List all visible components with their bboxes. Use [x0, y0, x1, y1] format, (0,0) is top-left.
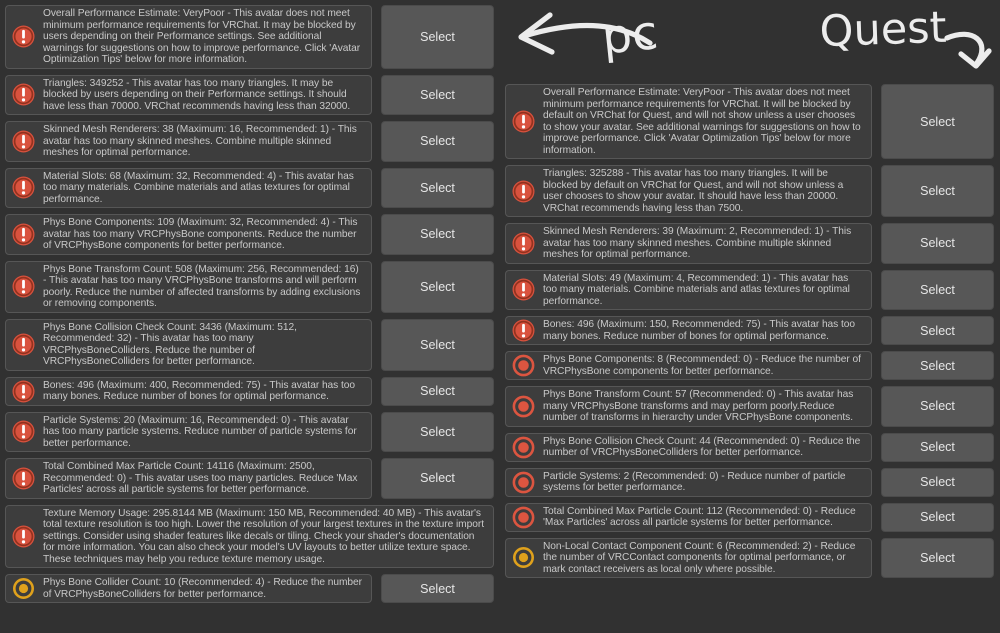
warning-message-box — [505, 165, 872, 217]
warning-message-box — [5, 505, 494, 569]
warning-message-box — [5, 458, 372, 499]
warning-text: Material Slots: 68 (Maximum: 32, Recommended: 4) - This avatar has too many materials. Combine materials and atlas textures for optimal performance. — [43, 170, 354, 205]
warning-row — [5, 214, 494, 255]
warning-message-box — [5, 75, 372, 116]
warning-message-box — [5, 377, 372, 406]
warning-row — [5, 412, 494, 453]
warning-row — [5, 319, 494, 371]
select-button[interactable]: Select — [881, 270, 994, 311]
warning-row — [5, 458, 494, 499]
pc-arrow-shaft — [524, 26, 650, 43]
warning-message-box — [505, 538, 872, 579]
warning-message-box — [505, 84, 872, 159]
warning-text: Bones: 496 (Maximum: 400, Recommended: 75) - This avatar has too many bones. Reduce number of bones for optimal performance. — [43, 379, 356, 402]
warning-message-box — [505, 386, 872, 427]
select-button[interactable]: Select — [381, 412, 494, 453]
warning-row — [5, 505, 494, 569]
error-icon — [12, 467, 35, 490]
error-icon — [12, 176, 35, 199]
warning-message-box — [5, 261, 372, 313]
warning-text: Particle Systems: 20 (Maximum: 16, Recommended: 0) - This avatar has too many particle systems. Reduce number of particle systems for better performance. — [43, 414, 357, 449]
warning-text: Bones: 496 (Maximum: 150, Recommended: 75) - This avatar has too many bones. Reduce number of bones for optimal performance. — [543, 319, 856, 342]
warning-text: Particle Systems: 2 (Recommended: 0) - Reduce number of particle systems for better performance. — [543, 470, 846, 493]
error-icon — [512, 319, 535, 342]
warning-text: Skinned Mesh Renderers: 38 (Maximum: 16, Recommended: 1) - This avatar has too many skinned meshes. Combine multiple skinned meshes for optimal performance. — [43, 124, 357, 158]
error-icon — [12, 25, 35, 48]
warning-text: Phys Bone Transform Count: 508 (Maximum: 256, Recommended: 16) - This avatar has too many VRCPhysBone transforms and will perform poorly. Reduce the number of affected transforms by adding exclusions or removing components. — [43, 263, 361, 309]
select-button[interactable]: Select — [381, 75, 494, 116]
warning-text: Phys Bone Collision Check Count: 44 (Recommended: 0) - Reduce the number of VRCPhysBoneColliders for better performance. — [543, 435, 861, 458]
select-button[interactable]: Select — [881, 386, 994, 427]
warning-row — [5, 75, 494, 116]
select-button[interactable]: Select — [381, 574, 494, 603]
warning-row — [5, 377, 494, 406]
warning-row — [505, 468, 994, 497]
warning-message-box — [505, 270, 872, 311]
warning-text: Material Slots: 49 (Maximum: 4, Recommended: 1) - This avatar has too many materials. Combine materials and atlas textures for optimal performance. — [543, 272, 850, 307]
warning-text: Total Combined Max Particle Count: 112 (Recommended: 0) - Reduce 'Max Particles' across all particle systems for better performance. — [543, 505, 856, 528]
pc-arrow-head — [521, 15, 552, 52]
warning-row — [505, 316, 994, 345]
warning-text: Phys Bone Collision Check Count: 3436 (Maximum: 512, Recommended: 32) - This avatar has too many VRCPhysBoneColliders. Reduce the number of VRCPhysBoneColliders for better performance. — [43, 321, 297, 367]
pc-label: pc — [599, 5, 661, 66]
warning-message-box — [505, 223, 872, 264]
error-icon — [512, 180, 535, 203]
warning-row — [505, 223, 994, 264]
select-button[interactable]: Select — [881, 84, 994, 159]
caution-icon — [12, 577, 35, 600]
warning-row — [505, 270, 994, 311]
error-icon — [12, 275, 35, 298]
warning-message-box — [505, 433, 872, 462]
warning-message-box — [505, 468, 872, 497]
warning-row — [505, 165, 994, 217]
warning-text: Phys Bone Components: 109 (Maximum: 32, Recommended: 4) - This avatar has too many VRCPhysBone components. Reduce the number of VRCPhysBone components for better performance. — [43, 217, 358, 251]
error-icon — [12, 83, 35, 106]
warning-row — [5, 5, 494, 69]
warning-row — [505, 433, 994, 462]
select-button[interactable]: Select — [381, 5, 494, 69]
error-icon — [512, 110, 535, 133]
error-icon — [12, 380, 35, 403]
caution-icon — [512, 546, 535, 569]
warning-icon — [512, 471, 535, 494]
warning-text: Overall Performance Estimate: VeryPoor - This avatar does not meet minimum performance requirements for VRChat. It may be blocked by users depending on their Performance settings. See additional warnings for suggestions on how to improve performance. Click 'Avatar Optimization Tips' below for more information. — [43, 8, 361, 65]
warning-text: Phys Bone Transform Count: 57 (Recommended: 0) - This avatar has many VRCPhysBone transforms and may perform poorly.Reduce number of transforms in hierarchy under VRCPhysBone components. — [543, 389, 854, 423]
warning-message-box — [5, 168, 372, 209]
error-icon — [12, 525, 35, 548]
quest-warning-column — [505, 84, 994, 578]
error-icon — [12, 130, 35, 153]
warning-icon — [512, 354, 535, 377]
warning-message-box — [5, 412, 372, 453]
error-icon — [12, 333, 35, 356]
warning-message-box — [505, 503, 872, 532]
warning-row — [5, 121, 494, 162]
warning-text: Overall Performance Estimate: VeryPoor - This avatar does not meet minimum performance requirements for VRChat. It will be blocked by default on VRChat for Quest, and will not show unless a user chooses to show your avatar. See additional warnings for suggestions on how to improve performance. Click 'Avatar Optimization Tips' below for more information. — [543, 87, 861, 156]
warning-message-box — [5, 574, 372, 603]
select-button[interactable]: Select — [881, 223, 994, 264]
warning-message-box — [5, 121, 372, 162]
warning-icon — [512, 436, 535, 459]
warning-row — [505, 386, 994, 427]
warning-message-box — [5, 319, 372, 371]
warning-text: Phys Bone Collider Count: 10 (Recommended: 4) - Reduce the number of VRCPhysBoneColliders for better performance. — [43, 577, 362, 600]
handwritten-annotations — [500, 0, 1000, 90]
warning-message-box — [5, 214, 372, 255]
warning-message-box — [5, 5, 372, 69]
quest-arrow-head — [961, 51, 989, 66]
warning-text: Phys Bone Components: 8 (Recommended: 0) - Reduce the number of VRCPhysBone components for better performance. — [543, 354, 861, 377]
select-button[interactable]: Select — [381, 458, 494, 499]
warning-row — [505, 351, 994, 380]
error-icon — [512, 232, 535, 255]
select-button[interactable]: Select — [381, 319, 494, 371]
select-button[interactable]: Select — [881, 433, 994, 462]
warning-text: Total Combined Max Particle Count: 14116 (Maximum: 2500, Recommended: 0) - This avatar uses too many particles. Reduce 'Max Particles' across all particle systems for better performance. — [43, 461, 358, 495]
warning-text: Non-Local Contact Component Count: 6 (Recommended: 2) - Reduce the number of VRCContact components for optimal performance, or mark contact receivers as local only where possible. — [543, 540, 856, 575]
select-button[interactable]: Select — [381, 168, 494, 209]
warning-text: Texture Memory Usage: 295.8144 MB (Maximum: 150 MB, Recommended: 40 MB) - This avatar's total texture resolution is too high. Lower the resolution of your largest textures in the texture import settings. Consider using shader features like decals or tiling. Check your shader's documentation for more information. You can also check your model's UV layouts to better utilize texture space. These techniques may help you reduce texture memory usage. — [43, 507, 484, 565]
warning-row — [5, 574, 494, 603]
warning-text: Triangles: 325288 - This avatar has too many triangles. It will be blocked by default on VRChat for Quest, and will not show unless a user chooses to show your avatar. It should have less than 20000. VRChat recommends having less than 7500. — [543, 168, 844, 214]
select-button[interactable]: Select — [881, 503, 994, 532]
warning-row — [505, 84, 994, 159]
select-button[interactable]: Select — [381, 261, 494, 313]
select-button[interactable]: Select — [381, 121, 494, 162]
warning-message-box — [505, 316, 872, 345]
select-button[interactable]: Select — [881, 316, 994, 345]
warning-row — [505, 538, 994, 579]
select-button[interactable]: Select — [881, 468, 994, 497]
select-button[interactable]: Select — [881, 351, 994, 380]
error-icon — [512, 278, 535, 301]
warning-message-box — [505, 351, 872, 380]
error-icon — [12, 223, 35, 246]
warning-text: Triangles: 349252 - This avatar has too many triangles. It may be blocked by users depending on their Performance settings. It should have less than 70000. VRChat recommends having less than 32000. — [43, 77, 351, 112]
quest-label: Quest — [818, 2, 948, 58]
warning-row — [505, 503, 994, 532]
warning-row — [5, 261, 494, 313]
error-icon — [12, 420, 35, 443]
select-button[interactable]: Select — [881, 165, 994, 217]
warning-icon — [512, 506, 535, 529]
quest-arrow-shaft — [947, 34, 982, 63]
pc-warning-column — [5, 5, 494, 603]
select-button[interactable]: Select — [381, 377, 494, 406]
select-button[interactable]: Select — [381, 214, 494, 255]
warning-text: Skinned Mesh Renderers: 39 (Maximum: 2, Recommended: 1) - This avatar has too many skinned meshes. Combine multiple skinned meshes for optimal performance. — [543, 226, 852, 260]
warning-row — [5, 168, 494, 209]
select-button[interactable]: Select — [881, 538, 994, 579]
warning-icon — [512, 395, 535, 418]
